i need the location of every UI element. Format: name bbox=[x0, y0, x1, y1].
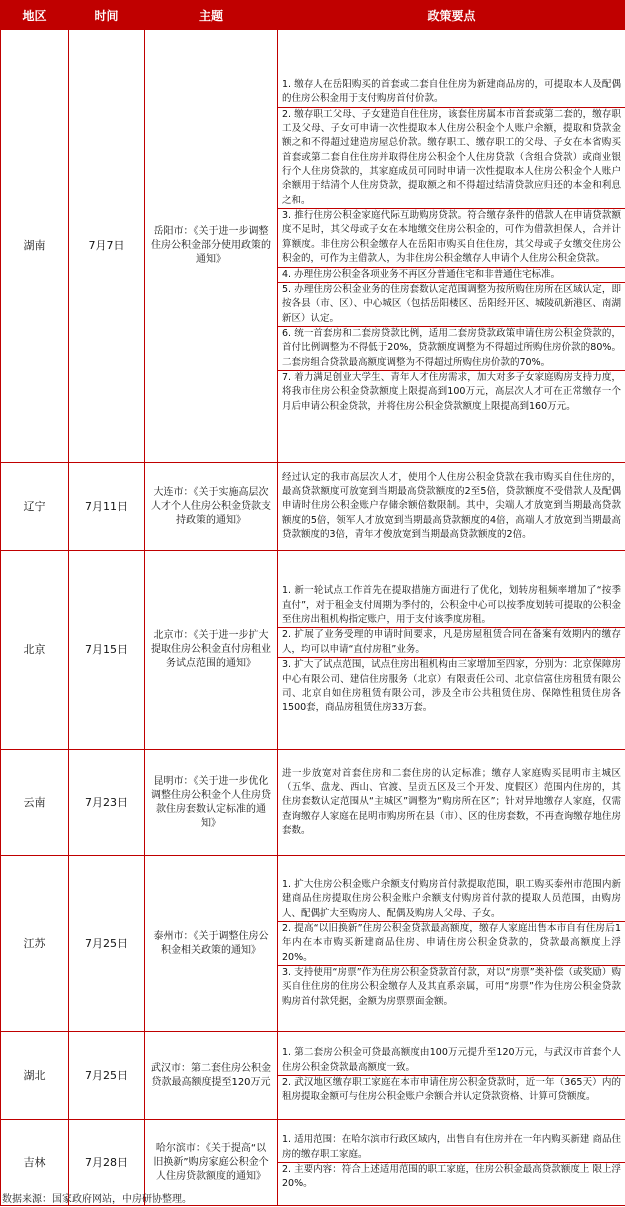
table-row bbox=[1, 856, 625, 1032]
cell-date: 7月7日 bbox=[69, 30, 145, 463]
cell-topic: 武汉市：第二套住房公积金贷款最高额度提至120万元 bbox=[145, 1032, 278, 1120]
policy-point: 1. 扩大住房公积金账户余额支付购房首付款提取范围，职工购买泰州市范围内新建商品住房提取住房公积金账户余额支付购房首付款的提取人员范围，由购房人、配偶扩大至购房人、配偶及购房人父母、子女。 bbox=[282, 878, 621, 919]
table-header-row bbox=[1, 1, 625, 30]
policy-point: 1. 第二套房公积金可贷最高额度由100万元提升至120万元，与武汉市首套个人住房公积金贷款最高额度一致。 bbox=[282, 1047, 621, 1073]
cell-topic: 大连市：《关于实施高层次人才个人住房公积金贷款支持政策的通知》 bbox=[145, 463, 278, 551]
cell-date: 7月25日 bbox=[69, 856, 145, 1032]
policy-point: 1. 适用范围：在哈尔滨市行政区域内，出售自有住房并在一年内购买新建 商品住房的缴存职工家庭。 bbox=[282, 1134, 621, 1160]
cell-policy-points bbox=[278, 30, 625, 463]
policy-point: 经过认定的我市高层次人才，使用个人住房公积金贷款在我市购买自住住房的，最高贷款额度可放宽到当期最高贷款额度的2至5倍，贷款额度不受借款人及配偶申请时住房公积金账户存储余额倍数限制。其中，尖端人才放宽到当期最高贷款额度的5倍，领军人才放宽到当期最高贷款额度的4倍，高端人才放宽到当期最高贷款额度的3倍，青年才俊放宽到当期最高贷款额度的2倍。 bbox=[282, 471, 621, 541]
cell-date: 7月23日 bbox=[69, 750, 145, 856]
policy-point: 2. 扩展了业务受理的申请时间要求，凡是房屋租赁合同在备案有效期内的缴存人，均可以申请“直付房租”业务。 bbox=[278, 627, 625, 657]
policy-point: 1. 新一轮试点工作首先在提取措施方面进行了优化，划转房租频率增加了“按季直付”，对于租金支付周期为季付的，公积金中心可以按季度划转可提取的公积金至住房出租机构指定账户，用于支付该季度房租。 bbox=[282, 585, 621, 626]
cell-policy-points bbox=[278, 551, 625, 750]
cell-region: 辽宁 bbox=[1, 463, 69, 551]
table-row bbox=[1, 30, 625, 463]
cell-date: 7月11日 bbox=[69, 463, 145, 551]
cell-region: 湖南 bbox=[1, 30, 69, 463]
header-topic: 主题 bbox=[145, 1, 278, 30]
policy-point: 2. 主要内容：符合上述适用范围的职工家庭，住房公积金最高贷款额度上 限上浮20%。 bbox=[278, 1162, 625, 1192]
policy-point: 3. 支持使用“房票”作为住房公积金贷款首付款，对以“房票”类补偿（或奖励）购买自住住房的住房公积金缴存人及其直系亲属，可用“房票”作为住房公积金贷款购房首付款凭据，金额为房票票面金额。 bbox=[278, 965, 625, 1009]
policy-point: 进一步放宽对首套住房和二套住房的认定标准；缴存人家庭购买昆明市主城区（五华、盘龙、西山、官渡、呈贡五区及三个开发、度假区）范围内住房的，其住房套数认定范围从“主城区”调整为“购房所在区”；针对异地缴存人家庭，仅需查询缴存人家庭在昆明市购房所在县（市）、区的住房套数，不再查询缴存地住房套数。 bbox=[282, 767, 621, 837]
cell-policy-points bbox=[278, 856, 625, 1032]
policy-point: 1. 缴存人在岳阳购买的首套或二套自住住房为新建商品房的，可提取本人及配偶的住房公积金用于支付购房首付价款。 bbox=[282, 79, 621, 105]
cell-region: 湖北 bbox=[1, 1032, 69, 1120]
cell-topic: 北京市：《关于进一步扩大提取住房公积金直付房租业务试点范围的通知》 bbox=[145, 551, 278, 750]
cell-region: 北京 bbox=[1, 551, 69, 750]
policy-point: 2. 武汉地区缴存职工家庭在本市申请住房公积金贷款时，近一年（365天）内的租房提取金额可与住房公积金账户余额合并认定贷款资格、计算可贷额度。 bbox=[278, 1075, 625, 1105]
cell-region: 云南 bbox=[1, 750, 69, 856]
header-date: 时间 bbox=[69, 1, 145, 30]
policy-point: 4. 办理住房公积金各项业务不再区分普通住宅和非普通住宅标准。 bbox=[278, 267, 625, 282]
data-source-note: 数据来源：国家政府网站，中房研协整理。 bbox=[2, 1194, 192, 1205]
policy-point: 6. 统一首套房和二套房贷款比例，适用二套房贷款政策申请住房公积金贷款的，首付比例调整为不得低于20%，贷款额度调整为不得超过所购住房价款的80%。二套房组合贷款最高额度调整为不得超过所购住房价款的70%。 bbox=[278, 326, 625, 370]
cell-topic: 泰州市：《关于调整住房公积金相关政策的通知》 bbox=[145, 856, 278, 1032]
policy-point: 3. 扩大了试点范围，试点住房出租机构由三家增加至四家，分别为：北京保障房中心有限公司、建信住房服务（北京）有限责任公司、北京信富住房租赁有限公司、北京自如住房租赁有限公司，涉及全市公共租赁住房、保障性租赁住房各1500套，商品房租赁住房33万套。 bbox=[278, 657, 625, 715]
table-body bbox=[1, 30, 625, 1206]
cell-policy-points bbox=[278, 1032, 625, 1120]
policy-point: 3. 推行住房公积金家庭代际互助购房贷款。符合缴存条件的借款人在申请贷款额度不足时，其父母或子女在本地缴交住房公积金的，可作为借款担保人，合并计算额度。非住房公积金缴存人在岳阳市购买自住住房，其父母或子女缴交住房公积金的，可作为主借款人，为非住房公积金缴存人申请个人住房公积金贷款。 bbox=[278, 208, 625, 266]
cell-date: 7月15日 bbox=[69, 551, 145, 750]
policy-point: 5. 办理住房公积金业务的住房套数认定范围调整为按所购住房所在区域认定，即按各县（市、区）、中心城区（包括岳阳楼区、岳阳经开区、城陵矶新港区、南湖新区）认定。 bbox=[278, 282, 625, 326]
table-row bbox=[1, 750, 625, 856]
table-row bbox=[1, 463, 625, 551]
policy-point: 7. 着力满足创业大学生、青年人才住房需求，加大对多子女家庭购房支持力度，将我市住房公积金贷款额度上限提高到100万元，高层次人才可在正常缴存一个月后申请公积金贷款，并将住房公积金贷款额度上限提高到160万元。 bbox=[278, 370, 625, 414]
cell-region: 江苏 bbox=[1, 856, 69, 1032]
header-region: 地区 bbox=[1, 1, 69, 30]
cell-topic: 昆明市：《关于进一步优化调整住房公积金个人住房贷款住房套数认定标准的通知》 bbox=[145, 750, 278, 856]
policy-point: 2. 提高“以旧换新”住房公积金贷款最高额度，缴存人家庭出售本市自有住房后1年内在本市购买新建商品住房、申请住房公积金贷款的，贷款最高额度上浮20%。 bbox=[278, 921, 625, 965]
cell-policy-points bbox=[278, 463, 625, 551]
table-row bbox=[1, 1032, 625, 1120]
table-row bbox=[1, 551, 625, 750]
cell-topic: 哈尔滨市：《关于提高“以旧换新”购房家庭公积金个人住房贷款额度的通知》 bbox=[145, 1120, 278, 1206]
cell-policy-points bbox=[278, 750, 625, 856]
cell-date: 7月25日 bbox=[69, 1032, 145, 1120]
cell-topic: 岳阳市：《关于进一步调整住房公积金部分使用政策的通知》 bbox=[145, 30, 278, 463]
policy-point: 2. 缴存职工父母、子女建造自住住房，该套住房属本市首套或第二套的，缴存职工及父母、子女可申请一次性提取本人住房公积金个人账户余额，提取和贷款金额之和不得超过建造房屋总价款。缴存职工、缴存职工的父母、子女在本省购买首套或第二套自住住房并取得住房公积金个人住房贷款（含组合贷款）或商业银行个人住房贷款的，其家庭成员可同时申请一次性提取本人住房公积金个人账户余额用于结清个人住房贷款，提取额之和不得超过结清贷款应归还的本金和利息之和。 bbox=[278, 107, 625, 208]
cell-region: 吉林 bbox=[1, 1120, 69, 1206]
cell-date: 7月28日 bbox=[69, 1120, 145, 1206]
header-policy-points: 政策要点 bbox=[278, 1, 625, 30]
cell-policy-points bbox=[278, 1120, 625, 1206]
